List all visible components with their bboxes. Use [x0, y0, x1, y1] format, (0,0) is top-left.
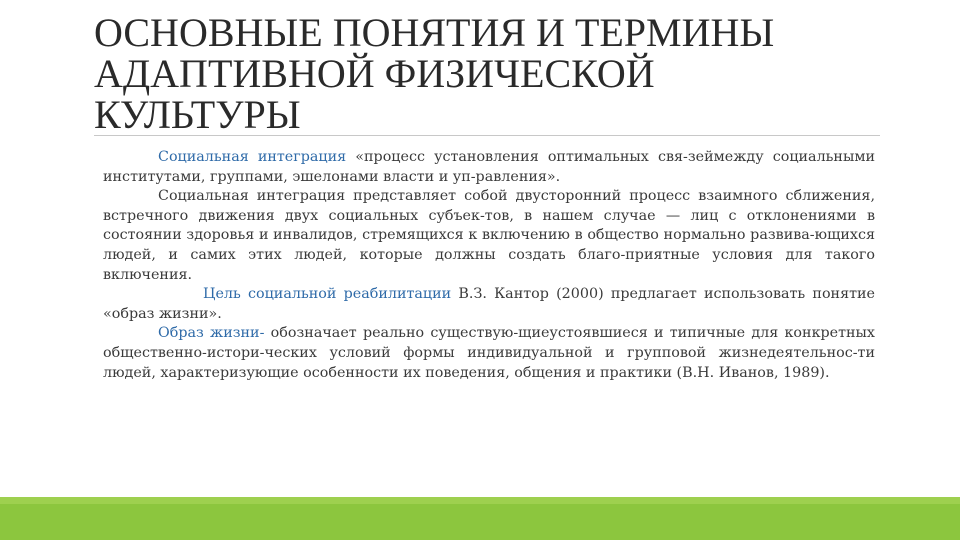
slide-title-line-1: ОСНОВНЫЕ ПОНЯТИЯ И ТЕРМИНЫ: [94, 10, 775, 55]
paragraph-rehabilitation-goal: [103, 285, 875, 324]
paragraph-text: Социальная интеграция представляет собой двусторонний процесс взаимного сближения, встречного движения двух социальных субъек-тов, в нашем случае — лиц с отклонениями в состоянии здоровья и инвалидов, стремящихся к включению в общество нормально развива-ющихся людей, и самих этих людей, которые должны создать благо-приятные условия для такого включения.: [103, 188, 875, 283]
paragraph-way-of-life: [103, 324, 875, 383]
term-way-of-life: Образ жизни-: [158, 325, 265, 342]
slide-body: [103, 148, 875, 383]
slide-title-line-2: АДАПТИВНОЙ ФИЗИЧЕСКОЙ: [94, 51, 655, 96]
title-divider: [94, 135, 880, 136]
slide-title-line-3: КУЛЬТУРЫ: [94, 92, 301, 137]
paragraph-social-integration-description: [103, 187, 875, 285]
paragraph-social-integration-definition: [103, 148, 875, 187]
term-rehabilitation-goal: Цель социальной реабилитации: [203, 286, 452, 303]
slide-title: [94, 12, 894, 135]
footer-accent-highlight: [0, 497, 960, 504]
term-social-integration: Социальная интеграция: [158, 149, 347, 165]
paragraph-text: «процесс установления оптимальных свя-зеймежду социальными институтами, группами, эшелонами власти и уп-равления».: [103, 149, 875, 185]
paragraph-text: обозначает реально существую-щиеустоявшиеся и типичные для конкретных общественно-истори-ческих условий формы индивидуальной и групповой жизнедеятельнос-ти людей, характеризующие особенности их поведения, общения и практики (В.Н. Иванов, 1989).: [103, 325, 875, 381]
footer-accent-bar: [0, 497, 960, 540]
paragraph-text: В.З. Кантор (2000) предлагает использовать понятие «образ жизни».: [103, 286, 875, 322]
